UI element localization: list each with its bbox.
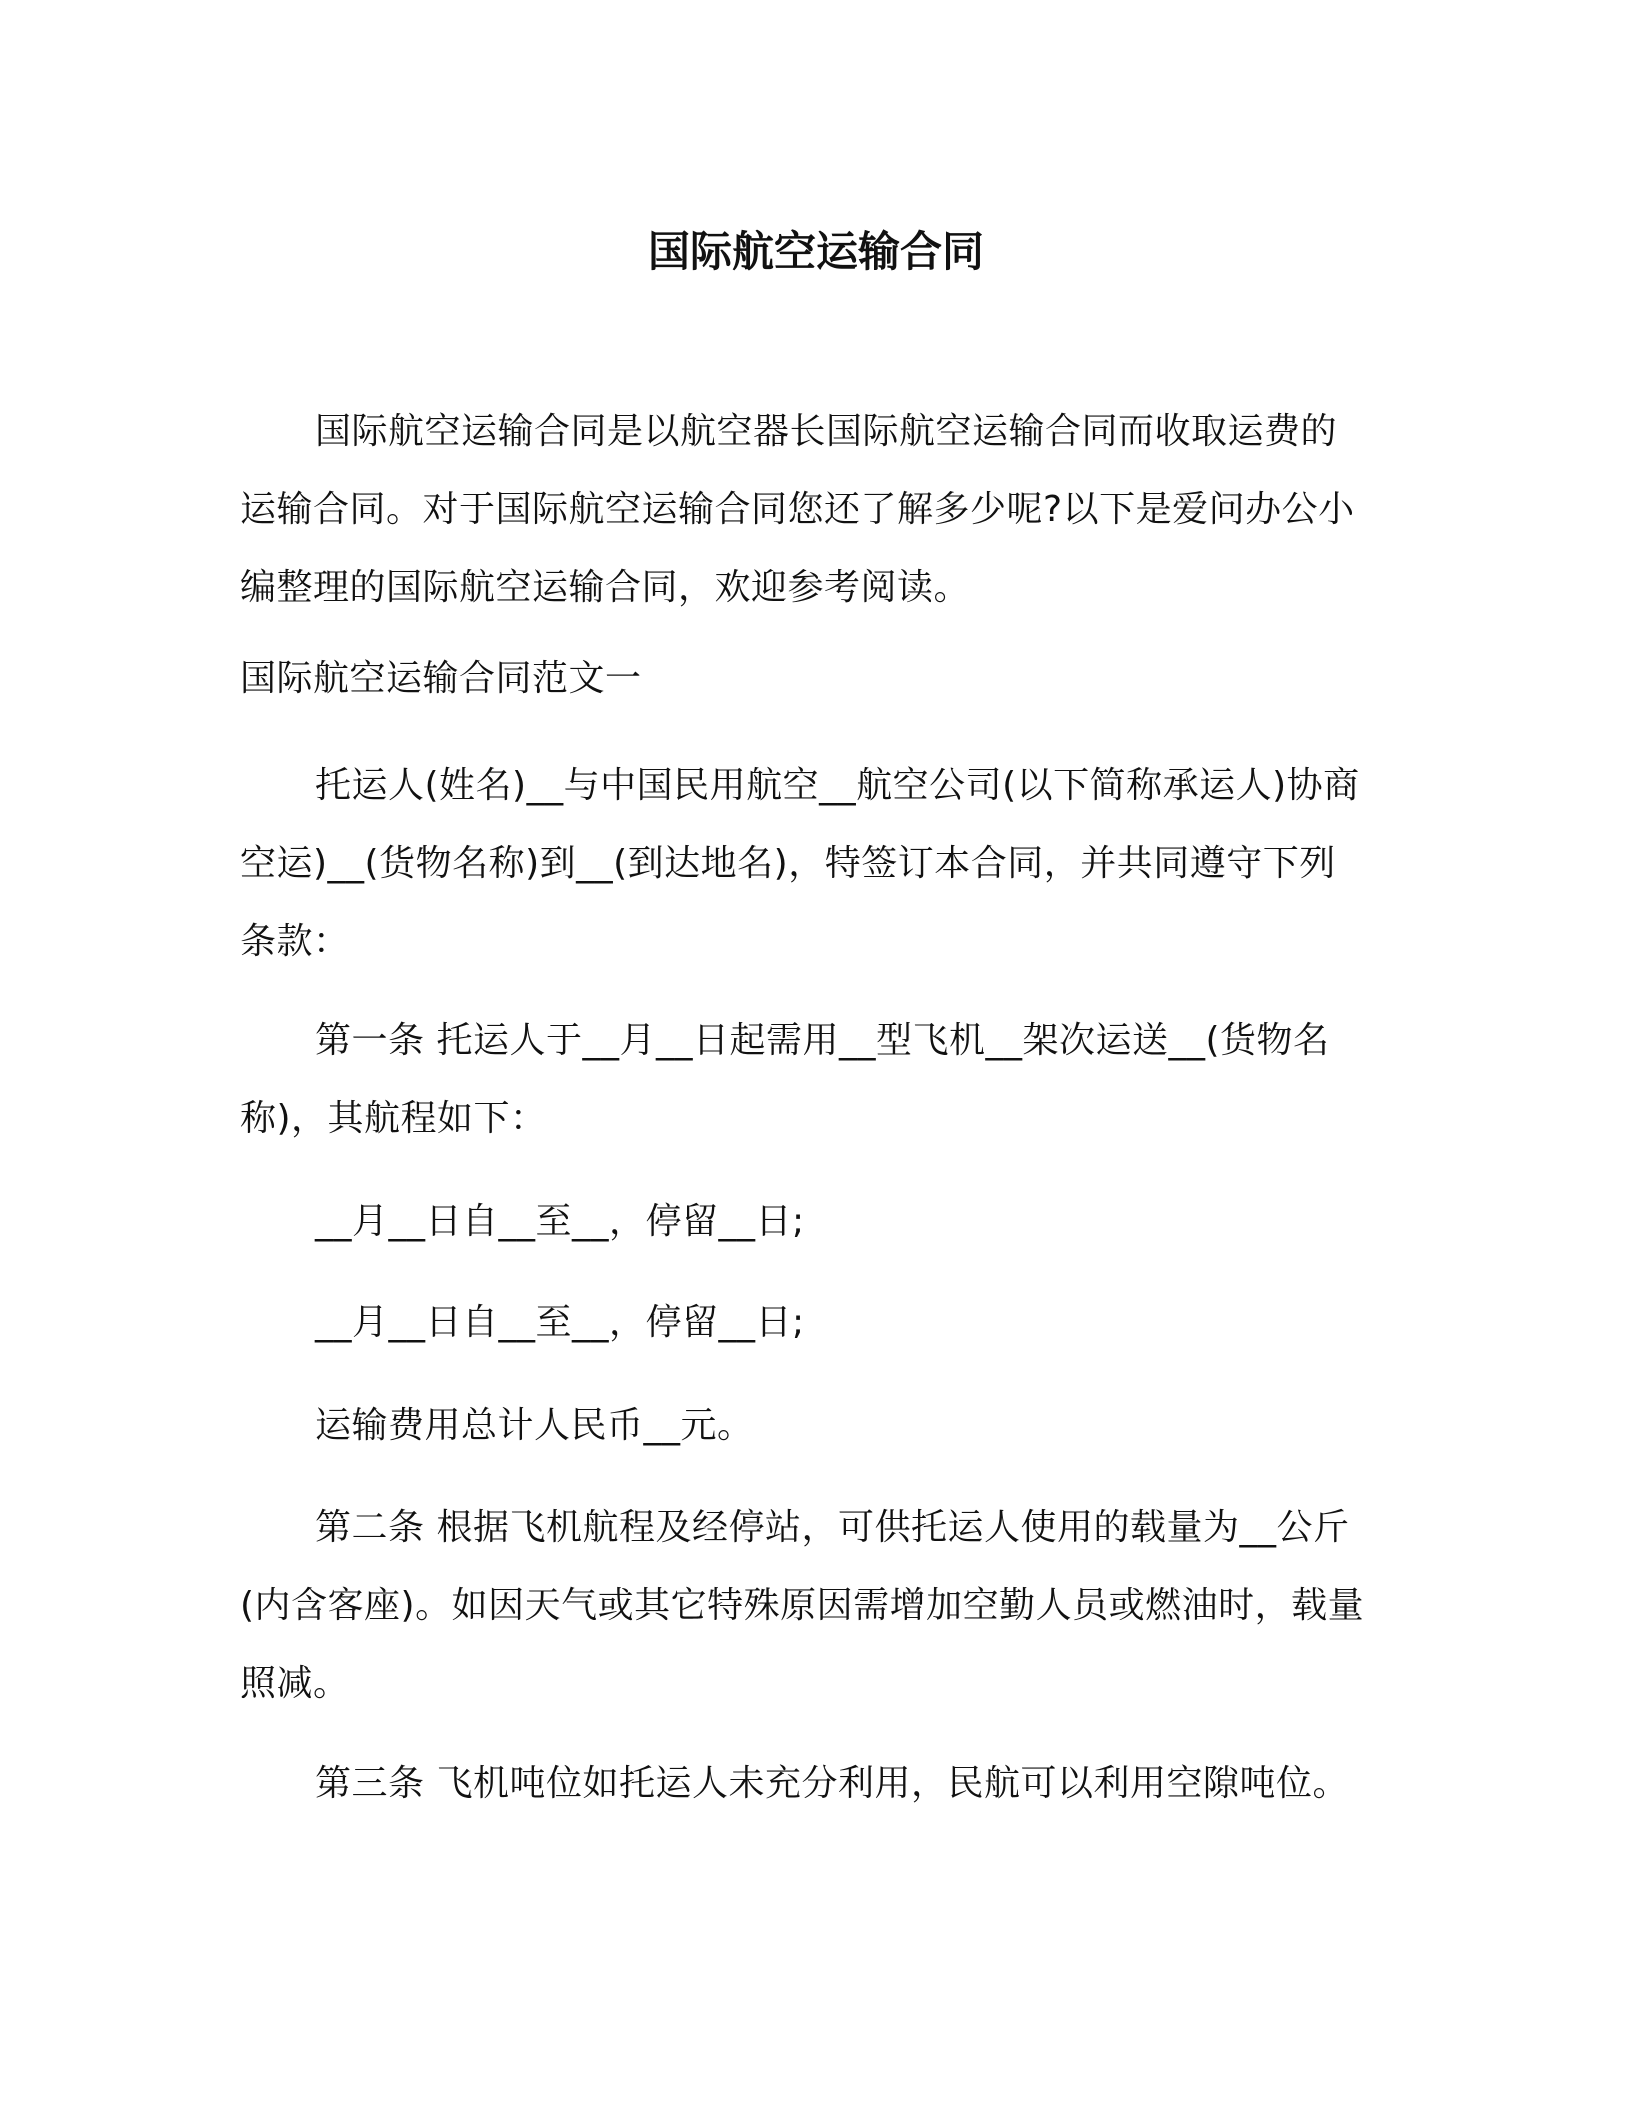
section-heading [240,640,1400,718]
section-heading-text: 国际航空运输合同范文一 [240,658,642,699]
article-1-line-1: 第一条 托运人于__月__日起需用__型飞机__架次运送__(货物名 [315,1020,1330,1061]
intro-paragraph [240,393,1400,627]
article-2-paragraph [240,1489,1400,1723]
article-3-text: 第三条 飞机吨位如托运人未充分利用，民航可以利用空隙吨位。 [315,1763,1349,1804]
intro-line-1: 国际航空运输合同是以航空器长国际航空运输合同而收取运费的 [315,411,1338,452]
total-fee-line [240,1387,1400,1465]
article-1-line-2: 称)，其航程如下： [240,1098,547,1139]
preamble-paragraph [240,747,1400,981]
article-2-line-3: 照减。 [240,1663,350,1704]
total-fee-text: 运输费用总计人民币__元。 [315,1405,754,1446]
preamble-line-2: 空运)__(货物名称)到__(到达地名)，特签订本合同，并共同遵守下列 [240,843,1336,884]
itinerary-text-2: __月__日自__至__，停留__日; [315,1302,805,1343]
preamble-line-1: 托运人(姓名)__与中国民用航空__航空公司(以下简称承运人)协商 [315,765,1360,806]
article-1-paragraph [240,1002,1400,1158]
preamble-line-3: 条款： [240,921,350,962]
document-title: 国际航空运输合同 [647,227,984,276]
intro-line-3: 编整理的国际航空运输合同，欢迎参考阅读。 [240,567,971,608]
article-2-line-1: 第二条 根据飞机航程及经停站，可供托运人使用的载量为__公斤 [315,1507,1350,1548]
intro-line-2: 运输合同。对于国际航空运输合同您还了解多少呢?以下是爱问办公小 [240,489,1355,530]
article-3-paragraph [240,1745,1400,1823]
itinerary-line-2 [240,1284,1400,1362]
article-2-line-2: (内含客座)。如因天气或其它特殊原因需增加空勤人员或燃油时，载量 [240,1585,1365,1626]
itinerary-text-1: __月__日自__至__，停留__日; [315,1201,805,1242]
itinerary-line-1 [240,1183,1400,1261]
